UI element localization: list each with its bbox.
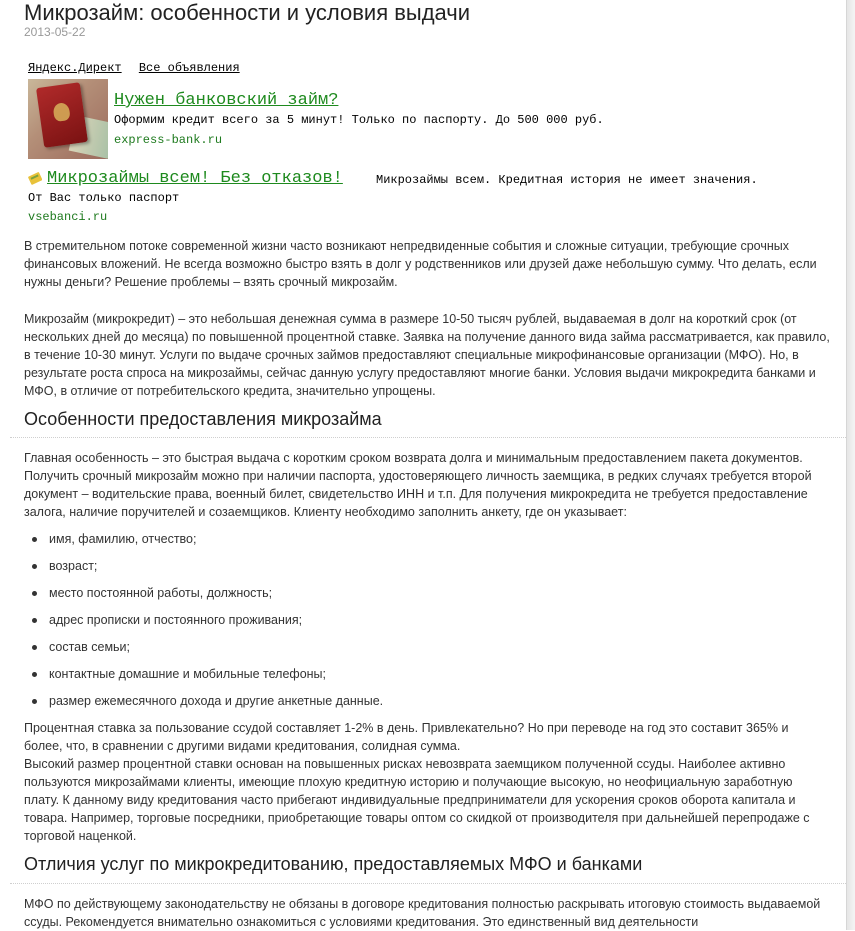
section2-paragraph [24,895,830,931]
page-right-border [846,0,855,930]
list-item: размер ежемесячного дохода и другие анкетные данные. [24,692,824,719]
section1-text: Главная особенность – это быстрая выдача с коротким сроком возврата долга и минимальным предоставлением пакета документов. Получить срочный микрозайм можно при наличии паспорта, удостоверяющего личность заемщика, в редких случаях требуется второй документ – водительские права, военный билет, свидетельство ИНН и т.п. Для получения микрокредита не требуется предоставление залога, наличие поручителей и созаемщиков. Клиенту необходимо заполнить анкету, где он указывает: [24,451,812,519]
section1-paragraph [24,449,830,521]
definition-paragraph [24,310,830,400]
page-title: Микрозайм: особенности и условия выдачи [24,0,471,25]
risk-text: Высокий размер процентной ставки основан на повышенных рисках невозврата заемщиком полученной ссуды. Наиболее активно пользуются микрозаймами клиенты, имеющие плохую кредитную историю и получающие высокую, но неофициальную заработную плату. К данному виду кредитования часто прибегают индивидуальные предприниматели для ускорения сроков оборота капитала и товара. Например, торговые посредники, приобретающие товары оптом со скидкой от производителя при дальнейшей перепродаже с торговой наценкой. [24,757,810,843]
ad2-title-link[interactable]: Микрозаймы всем! Без отказов! [47,169,343,188]
list-item: адрес прописки и постоянного проживания; [24,611,824,638]
list-item: место постоянной работы, должность; [24,584,824,611]
ad1-domain[interactable]: express-bank.ru [114,133,223,147]
requirements-list [24,530,824,719]
rate-paragraph [24,719,830,845]
section1-divider [10,437,846,438]
section2-divider [10,883,846,884]
emblem-shape [52,102,70,122]
ad1-title-link[interactable]: Нужен банковский займ? [114,91,339,110]
favicon-icon [28,171,42,185]
section2-text: МФО по действующему законодательству не обязаны в договоре кредитования полностью раскрывать итоговую стоимость выдаваемой ссуды. Рекомендуется внимательно ознакомиться с условиями кредитования. Это единственный вид деятельности [24,897,821,929]
intro-paragraph [24,237,830,291]
section2-heading: Отличия услуг по микрокредитованию, предоставляемых МФО и банками [24,854,643,874]
ad2-domain[interactable]: vsebanci.ru [28,210,108,224]
all-ads-link[interactable]: Все объявления [138,61,240,75]
section1-heading: Особенности предоставления микрозайма [24,409,382,429]
list-item: состав семьи; [24,638,824,665]
publish-date: 2013-05-22 [24,25,86,39]
rate-text: Процентная ставка за пользование ссудой составляет 1-2% в день. Привлекательно? Но при переводе на год это составит 365% и более, что, в сравнении с другими видами кредитования, солидная сумма. [24,721,789,753]
passport-shape [36,82,88,148]
passport-image[interactable] [28,79,108,159]
definition-text: Микрозайм (микрокредит) – это небольшая денежная сумма в размере 10-50 тысяч рублей, выдаваемая в долг на короткий срок (от нескольких дней до месяца) по повышенной процентной ставке. Заявка на получение данного вида займа рассматривается, как правило, в течение 10-30 минут. Услуги по выдаче срочных займов предоставляют специальные микрофинансовые организации (МФО). Но, в результате роста спроса на микрозаймы, сейчас данную услугу предоставляют многие банки. Условия выдачи микрокредита банками и МФО, в отличие от потребительского кредита, значительно упрощены. [24,312,830,398]
ads-header [28,60,250,76]
ad2-text-line1: Микрозаймы всем. Кредитная история не имеет значения. [376,173,758,187]
yandex-direct-link[interactable]: Яндекс.Директ [28,61,122,75]
intro-text: В стремительном потоке современной жизни часто возникают непредвиденные события и сложные ситуации, требующие срочных финансовых вложений. Не всегда возможно быстро взять в долг у родственников или друзей даже небольшую сумму. Что делать, если нужны деньги? Решение проблемы – взять срочный микрозайм. [24,239,817,289]
ad1-text: Оформим кредит всего за 5 минут! Только по паспорту. До 500 000 руб. [114,113,604,127]
ad2-text-line2: От Вас только паспорт [28,191,180,205]
list-item: возраст; [24,557,824,584]
list-item: контактные домашние и мобильные телефоны; [24,665,824,692]
list-item: имя, фамилию, отчество; [24,530,824,557]
